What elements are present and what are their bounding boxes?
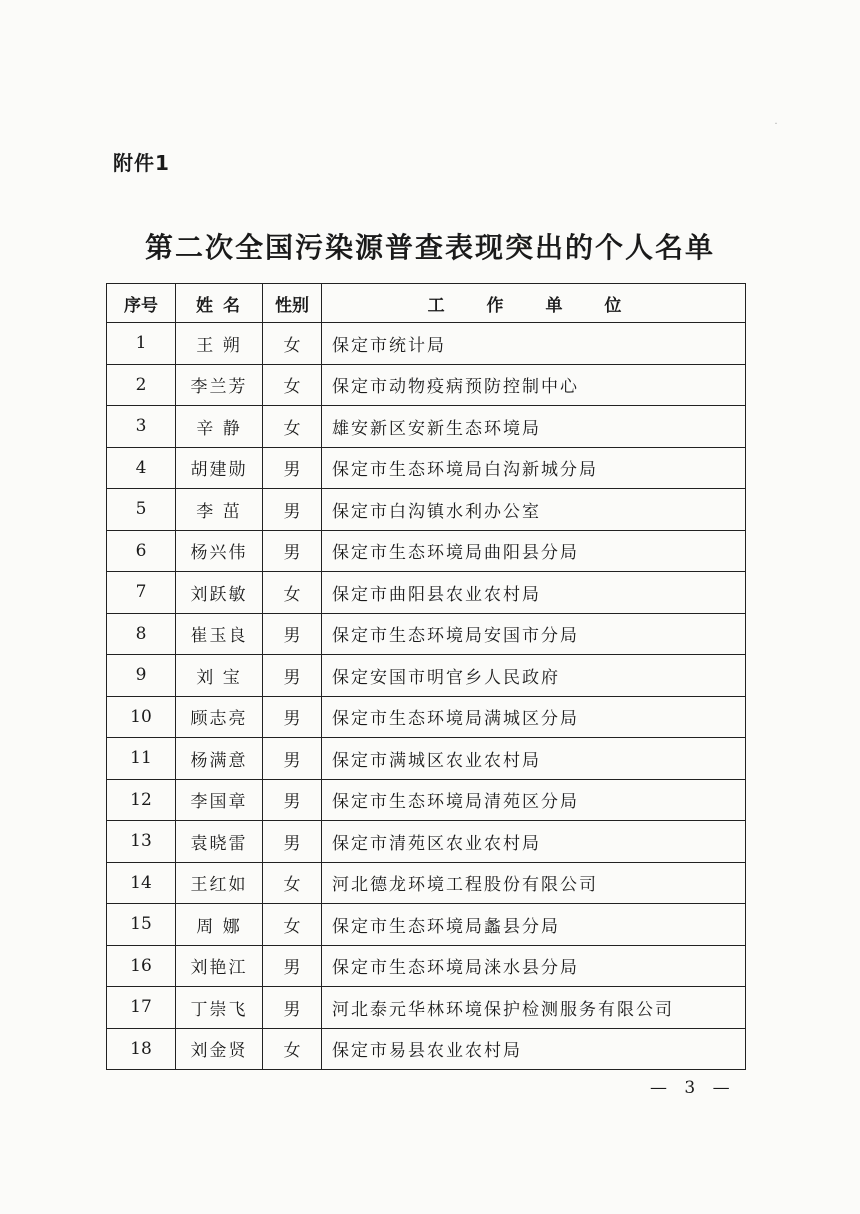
row-number: 14 — [107, 862, 176, 904]
column-header-unit: 工 作 单 位 — [322, 284, 746, 323]
table-row — [107, 821, 746, 863]
person-sex: 男 — [263, 779, 322, 821]
table-row — [107, 696, 746, 738]
work-unit: 保定市生态环境局安国市分局 — [322, 613, 746, 655]
person-sex: 女 — [263, 323, 322, 365]
work-unit: 保定安国市明官乡人民政府 — [322, 655, 746, 697]
person-sex: 男 — [263, 821, 322, 863]
column-header-name: 姓 名 — [176, 284, 263, 323]
table-row — [107, 572, 746, 614]
table-row — [107, 489, 746, 531]
person-name: 顾志亮 — [176, 696, 263, 738]
row-number: 8 — [107, 613, 176, 655]
row-number: 16 — [107, 945, 176, 987]
work-unit: 保定市统计局 — [322, 323, 746, 365]
person-name: 杨兴伟 — [176, 530, 263, 572]
table-row — [107, 738, 746, 780]
work-unit: 河北德龙环境工程股份有限公司 — [322, 862, 746, 904]
attachment-label: 附件1 — [113, 151, 170, 175]
row-number: 17 — [107, 987, 176, 1029]
person-name: 李兰芳 — [176, 364, 263, 406]
work-unit: 保定市满城区农业农村局 — [322, 738, 746, 780]
person-name: 胡建勋 — [176, 447, 263, 489]
person-name: 刘艳江 — [176, 945, 263, 987]
row-number: 13 — [107, 821, 176, 863]
row-number: 12 — [107, 779, 176, 821]
table-row — [107, 613, 746, 655]
table-row — [107, 862, 746, 904]
person-sex: 女 — [263, 1028, 322, 1070]
work-unit: 保定市动物疫病预防控制中心 — [322, 364, 746, 406]
person-name: 杨满意 — [176, 738, 263, 780]
table-row — [107, 904, 746, 946]
work-unit: 保定市生态环境局白沟新城分局 — [322, 447, 746, 489]
work-unit: 保定市生态环境局满城区分局 — [322, 696, 746, 738]
person-sex: 男 — [263, 987, 322, 1029]
person-name: 周 娜 — [176, 904, 263, 946]
row-number: 10 — [107, 696, 176, 738]
work-unit: 保定市生态环境局蠡县分局 — [322, 904, 746, 946]
table-row — [107, 655, 746, 697]
person-name: 李 茁 — [176, 489, 263, 531]
roster-table — [106, 283, 746, 1070]
person-name: 袁晓雷 — [176, 821, 263, 863]
work-unit: 保定市生态环境局曲阳县分局 — [322, 530, 746, 572]
table-row — [107, 530, 746, 572]
person-sex: 男 — [263, 613, 322, 655]
row-number: 7 — [107, 572, 176, 614]
work-unit: 保定市清苑区农业农村局 — [322, 821, 746, 863]
person-name: 王红如 — [176, 862, 263, 904]
row-number: 3 — [107, 406, 176, 448]
person-sex: 女 — [263, 904, 322, 946]
document-title: 第二次全国污染源普查表现突出的个人名单 — [144, 231, 715, 264]
person-sex: 男 — [263, 489, 322, 531]
person-sex: 女 — [263, 364, 322, 406]
table-row — [107, 406, 746, 448]
column-header-sex: 性别 — [263, 284, 322, 323]
row-number: 11 — [107, 738, 176, 780]
row-number: 4 — [107, 447, 176, 489]
row-number: 9 — [107, 655, 176, 697]
table-row — [107, 779, 746, 821]
person-name: 王 朔 — [176, 323, 263, 365]
work-unit: 河北泰元华林环境保护检测服务有限公司 — [322, 987, 746, 1029]
work-unit: 雄安新区安新生态环境局 — [322, 406, 746, 448]
work-unit: 保定市曲阳县农业农村局 — [322, 572, 746, 614]
person-sex: 女 — [263, 572, 322, 614]
person-sex: 男 — [263, 696, 322, 738]
table-row — [107, 945, 746, 987]
table-row — [107, 323, 746, 365]
table-header-row — [107, 284, 746, 323]
table-row — [107, 364, 746, 406]
work-unit: 保定市生态环境局涞水县分局 — [322, 945, 746, 987]
page-number: — 3 — — [650, 1078, 736, 1098]
person-name: 刘金贤 — [176, 1028, 263, 1070]
row-number: 6 — [107, 530, 176, 572]
column-header-no: 序号 — [107, 284, 176, 323]
person-sex: 男 — [263, 530, 322, 572]
work-unit: 保定市白沟镇水利办公室 — [322, 489, 746, 531]
row-number: 1 — [107, 323, 176, 365]
row-number: 5 — [107, 489, 176, 531]
person-name: 李国章 — [176, 779, 263, 821]
person-sex: 女 — [263, 862, 322, 904]
table-body — [107, 323, 746, 1070]
person-name: 辛 静 — [176, 406, 263, 448]
work-unit: 保定市生态环境局清苑区分局 — [322, 779, 746, 821]
person-sex: 男 — [263, 447, 322, 489]
person-name: 崔玉良 — [176, 613, 263, 655]
row-number: 2 — [107, 364, 176, 406]
row-number: 18 — [107, 1028, 176, 1070]
table-row — [107, 987, 746, 1029]
person-sex: 男 — [263, 945, 322, 987]
person-sex: 女 — [263, 406, 322, 448]
person-name: 刘跃敏 — [176, 572, 263, 614]
person-name: 丁崇飞 — [176, 987, 263, 1029]
table-row — [107, 447, 746, 489]
table-row — [107, 1028, 746, 1070]
person-sex: 男 — [263, 738, 322, 780]
work-unit: 保定市易县农业农村局 — [322, 1028, 746, 1070]
row-number: 15 — [107, 904, 176, 946]
person-sex: 男 — [263, 655, 322, 697]
person-name: 刘 宝 — [176, 655, 263, 697]
scan-speck: ˙ — [773, 121, 779, 135]
